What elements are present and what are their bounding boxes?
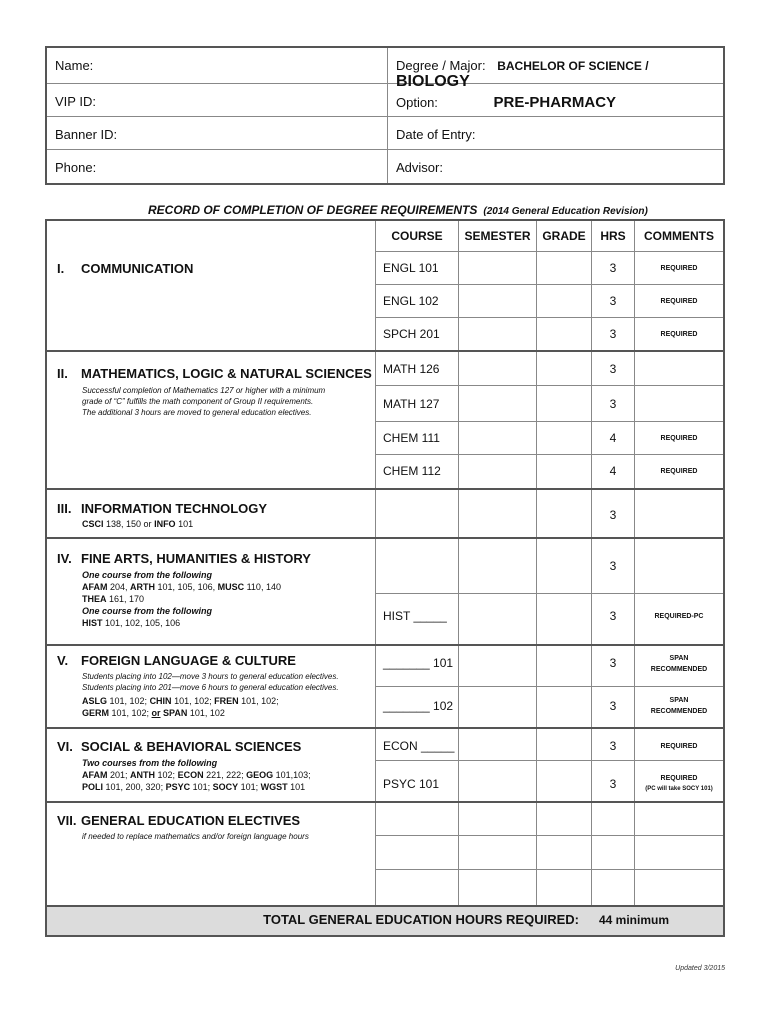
hours-cell: 3 [609, 294, 617, 308]
course-prefix: THEA [82, 594, 107, 604]
course-cell: ECON _____ [383, 739, 455, 753]
section-number: III. [57, 501, 72, 516]
section-number: VI. [57, 739, 73, 754]
hours-cell: 3 [609, 656, 617, 670]
total-row [47, 905, 723, 935]
section-note [82, 671, 339, 693]
row-divider [375, 686, 723, 687]
record-title [148, 203, 648, 217]
course-cell: _______ 102 [383, 699, 454, 713]
note-line: The additional 3 hours are moved to general education electives. [82, 408, 312, 417]
comment-cell: REQUIRED-PC [654, 613, 704, 620]
hours-cell: 3 [609, 609, 617, 623]
course-cell: ENGL 102 [383, 294, 439, 308]
hours-cell: 3 [609, 777, 617, 791]
total-label: TOTAL GENERAL EDUCATION HOURS REQUIRED: [263, 912, 579, 927]
vipid-label: VIP ID: [55, 94, 96, 109]
header-comments: COMMENTS [644, 229, 714, 243]
course-prefix: GEOG [246, 770, 274, 780]
row-divider [375, 454, 723, 455]
section-divider [47, 644, 723, 646]
course-numbers: 101, 102; [109, 708, 152, 718]
course-prefix: AFAM [82, 770, 108, 780]
degree-field [388, 48, 723, 90]
section-divider [47, 801, 723, 803]
course-cell: SPCH 201 [383, 327, 440, 341]
section-number: V. [57, 653, 69, 668]
comment-cell [635, 653, 723, 675]
course-prefix: SOCY [212, 782, 239, 792]
row-divider [375, 284, 723, 285]
course-prefix: HIST [82, 618, 103, 628]
comment-cell: REQUIRED [660, 331, 698, 338]
banner-id-label: Banner ID: [55, 127, 118, 142]
section-number: I. [57, 261, 65, 276]
section-number: II. [57, 366, 68, 381]
section-divider [47, 727, 723, 729]
course-prefix: PSYC [165, 782, 191, 792]
comment-cell [635, 695, 723, 717]
note-line: Successful completion of Mathematics 127 or higher with a minimum [82, 386, 326, 395]
course-numbers: 101; [238, 782, 261, 792]
row-divider [375, 835, 723, 836]
hours-cell: 3 [609, 559, 617, 573]
course-prefix: ARTH [130, 582, 156, 592]
comment-cell: REQUIRED [660, 468, 698, 475]
advisor-field[interactable] [388, 150, 723, 183]
course-numbers: 138, 150 or [103, 519, 155, 529]
course-prefix: ECON [177, 770, 204, 780]
comment-cell: REQUIRED [660, 265, 698, 272]
course-prefix: POLI [82, 782, 104, 792]
comment-line: SPAN [669, 655, 689, 662]
hours-cell: 3 [609, 397, 617, 411]
vipid-field[interactable] [47, 84, 388, 117]
major-value: BIOLOGY [396, 73, 470, 90]
hours-cell: 3 [609, 261, 617, 275]
student-info-box [45, 46, 725, 185]
section-math-science [57, 366, 372, 381]
note-line: grade of “C” fulfills the math component of Group II requirements. [82, 397, 314, 406]
course-cell: HIST _____ [383, 609, 447, 623]
hours-cell: 4 [609, 464, 617, 478]
comment-cell: REQUIRED [660, 743, 698, 750]
course-connector: or [151, 708, 161, 718]
course-prefix: GERM [82, 708, 109, 718]
course-numbers: 201; [107, 770, 131, 780]
option-value: PRE-PHARMACY [493, 94, 617, 111]
hours-cell: 3 [609, 362, 617, 376]
section-foreign-language [57, 653, 296, 668]
course-instruction: One course from the following [82, 570, 213, 580]
course-numbers: 101, 102, 105, 106 [102, 618, 181, 628]
hours-cell: 3 [609, 739, 617, 753]
section-note: if needed to replace mathematics and/or foreign language hours [82, 832, 309, 841]
course-instruction: Two courses from the following [82, 758, 218, 768]
course-cell: CHEM 112 [383, 464, 441, 478]
row-divider [375, 385, 723, 386]
course-prefix: WGST [260, 782, 288, 792]
course-numbers: 101, 102 [187, 708, 225, 718]
comment-line: (PC will take SOCY 101) [645, 786, 713, 792]
course-cell: MATH 127 [383, 397, 440, 411]
course-numbers: 110, 140 [244, 582, 281, 592]
section-title: MATHEMATICS, LOGIC & NATURAL SCIENCES [81, 366, 372, 381]
comment-line: REQUIRED [660, 775, 698, 782]
name-field[interactable] [47, 48, 388, 84]
course-prefix: SPAN [160, 708, 188, 718]
row-divider [375, 421, 723, 422]
section-divider [47, 905, 723, 907]
row-divider [375, 869, 723, 870]
comment-line: SPAN [669, 697, 689, 704]
note-line: Students placing into 102—move 3 hours to general education electives. [82, 672, 339, 681]
course-prefix: CSCI [82, 519, 104, 529]
section-information-technology [57, 501, 267, 516]
section-divider [47, 350, 723, 352]
comment-cell: REQUIRED [660, 298, 698, 305]
option-field [388, 84, 723, 117]
course-cell: MATH 126 [383, 362, 440, 376]
course-cell: CHEM 111 [383, 431, 440, 445]
note-line: Students placing into 201—move 6 hours to general education electives. [82, 683, 339, 692]
section-note [82, 385, 325, 418]
comment-cell: REQUIRED [660, 435, 698, 442]
section-divider [47, 537, 723, 539]
course-prefix: FREN [214, 696, 239, 706]
section-courses [82, 518, 193, 530]
course-numbers: 221, 222; [203, 770, 247, 780]
total-value: 44 minimum [599, 913, 670, 927]
course-instruction: One course from the following [82, 606, 213, 616]
section-number: VII. [57, 813, 77, 828]
section-fine-arts [57, 551, 311, 566]
degree-value: BACHELOR OF SCIENCE / [497, 59, 649, 73]
row-divider [375, 317, 723, 318]
section-title: SOCIAL & BEHAVIORAL SCIENCES [81, 739, 302, 754]
section-title: FOREIGN LANGUAGE & CULTURE [81, 653, 296, 668]
course-cell: ENGL 101 [383, 261, 439, 275]
section-number: IV. [57, 551, 72, 566]
section-title: GENERAL EDUCATION ELECTIVES [81, 813, 301, 828]
hours-cell: 4 [609, 431, 617, 445]
banner-id-field[interactable] [47, 117, 388, 150]
hours-cell: 3 [609, 508, 617, 522]
section-courses [82, 757, 311, 793]
header-course: COURSE [391, 229, 443, 243]
row-divider [375, 760, 723, 761]
course-numbers: 101, 105, 106, [155, 582, 218, 592]
section-courses [82, 695, 279, 719]
course-numbers: 101,103; [273, 770, 311, 780]
updated-date: Updated 3/2015 [675, 965, 725, 972]
comment-line: RECOMMENDED [650, 708, 708, 715]
course-numbers: 101, 102; [107, 696, 150, 706]
section-title: FINE ARTS, HUMANITIES & HISTORY [81, 551, 311, 566]
record-subtitle: (2014 General Education Revision) [483, 206, 648, 217]
section-electives [57, 813, 300, 828]
course-numbers: 101, 102; [238, 696, 279, 706]
course-numbers: 101, 102; [171, 696, 215, 706]
course-prefix: INFO [154, 519, 176, 529]
phone-field[interactable] [47, 150, 388, 183]
section-divider [47, 488, 723, 490]
section-title: INFORMATION TECHNOLOGY [81, 501, 268, 516]
date-of-entry-label: Date of Entry: [396, 127, 476, 142]
course-numbers: 204, [107, 582, 131, 592]
course-cell: _______ 101 [383, 656, 454, 670]
course-numbers: 101 [175, 519, 194, 529]
course-prefix: ASLG [82, 696, 108, 706]
course-prefix: ANTH [130, 770, 156, 780]
comment-line: RECOMMENDED [650, 666, 708, 673]
degree-label: Degree / Major: [396, 58, 486, 73]
course-cell: PSYC 101 [383, 777, 440, 791]
course-numbers: 101, 200, 320; [103, 782, 166, 792]
section-courses [82, 569, 281, 629]
row-divider [375, 593, 723, 594]
row-divider [375, 251, 723, 252]
record-title-text: RECORD OF COMPLETION OF DEGREE REQUIREMENTS [148, 203, 478, 217]
hours-cell: 3 [609, 327, 617, 341]
header-hrs: HRS [600, 229, 626, 243]
header-grade: GRADE [542, 229, 586, 243]
name-label: Name: [55, 58, 94, 73]
course-prefix: MUSC [217, 582, 245, 592]
phone-label: Phone: [55, 160, 97, 175]
comment-cell [635, 773, 723, 795]
hours-cell: 3 [609, 699, 617, 713]
advisor-label: Advisor: [396, 160, 443, 175]
course-numbers: 161, 170 [106, 594, 145, 604]
course-prefix: CHIN [149, 696, 172, 706]
section-title: COMMUNICATION [81, 261, 194, 276]
course-numbers: 102; [155, 770, 178, 780]
course-numbers: 101; [190, 782, 213, 792]
date-of-entry-field[interactable] [388, 117, 723, 150]
course-numbers: 101 [287, 782, 306, 792]
header-semester: SEMESTER [464, 229, 531, 243]
course-prefix: AFAM [82, 582, 108, 592]
requirements-table [45, 219, 725, 937]
option-label: Option: [396, 95, 438, 110]
section-communication [57, 261, 193, 276]
section-social-sciences [57, 739, 301, 754]
